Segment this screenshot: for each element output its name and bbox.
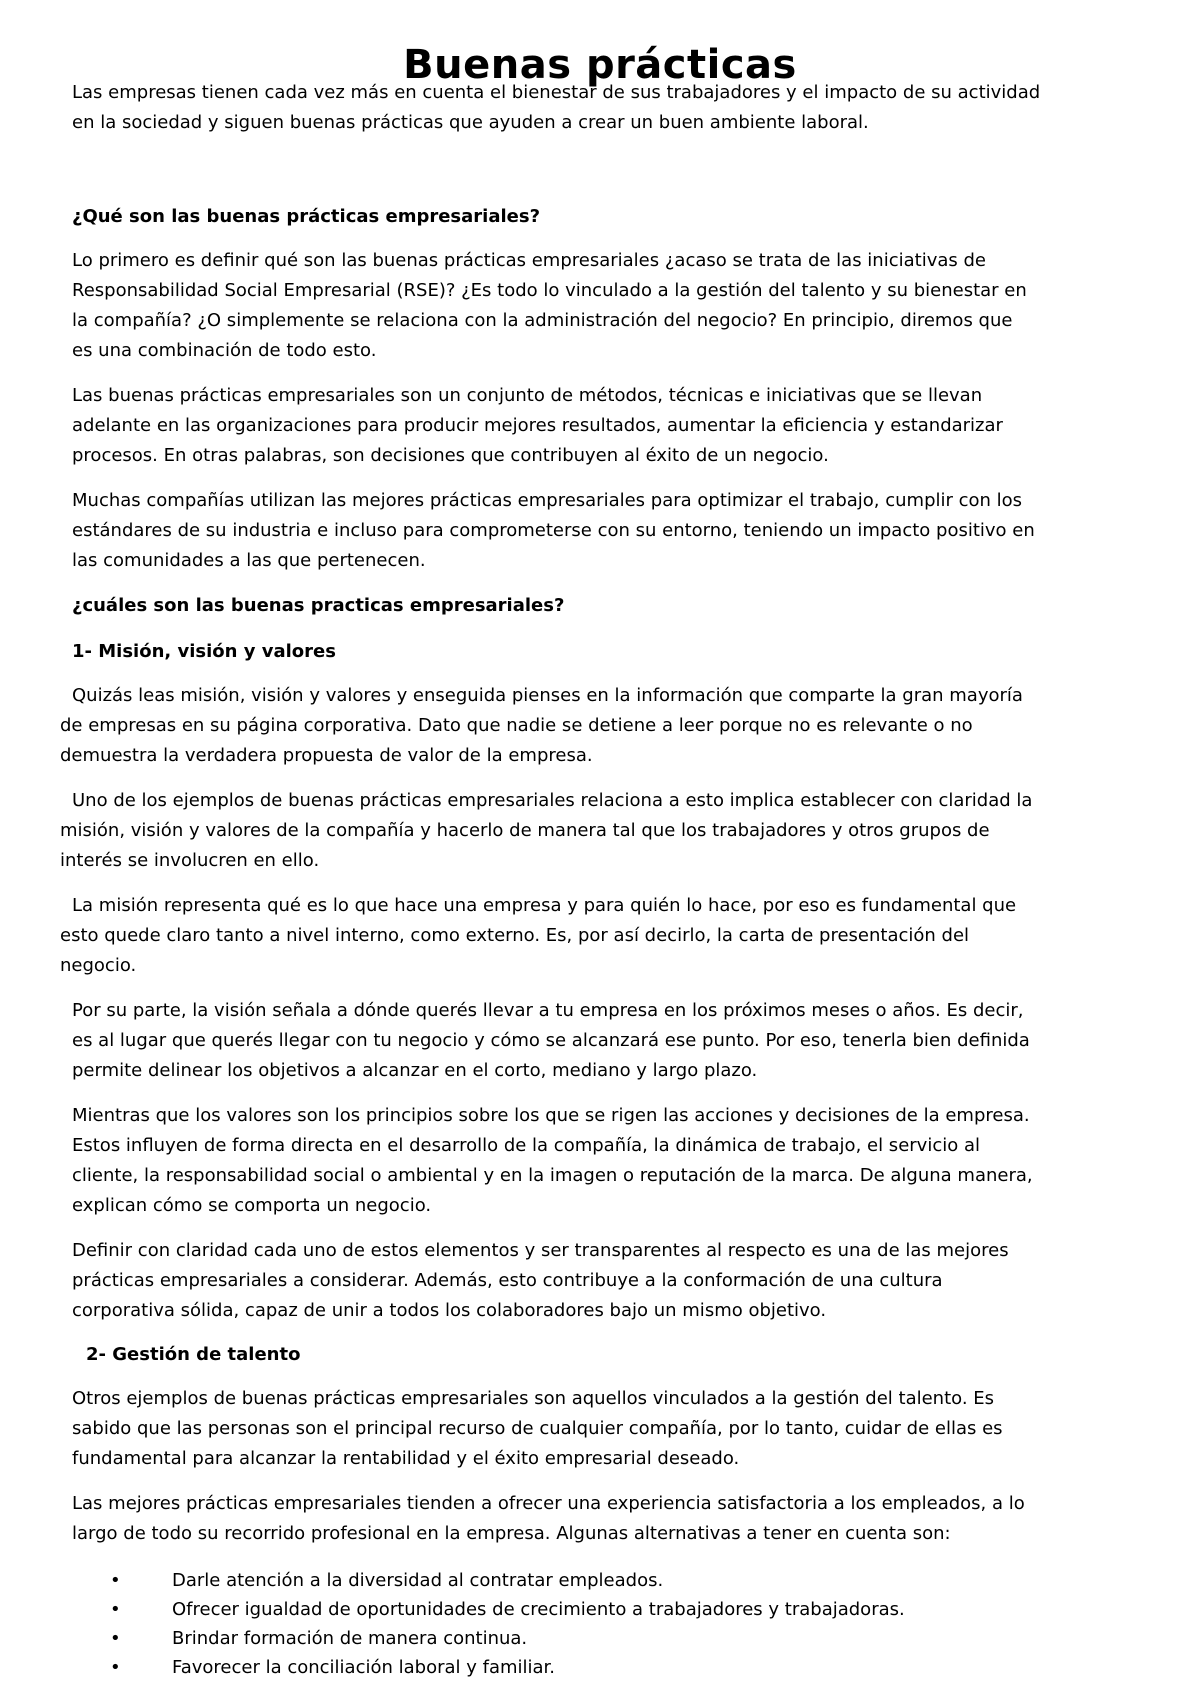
paragraph-definition xyxy=(72,246,1027,366)
text-line: fundamental para alcanzar la rentabilidad y el éxito empresarial deseado. xyxy=(72,1448,740,1469)
text-line: sabido que las personas son el principal recurso de cualquier compañía, por lo tanto, cuidar de ellas es xyxy=(72,1418,1003,1439)
text-line: Por su parte, la visión señala a dónde querés llevar a tu empresa en los próximos meses o años. Es decir, xyxy=(72,1000,1024,1021)
text-line: Las buenas prácticas empresariales son un conjunto de métodos, técnicas e iniciativas que se llevan xyxy=(72,385,983,406)
text-line: negocio. xyxy=(60,955,137,976)
text-line: Uno de los ejemplos de buenas prácticas empresariales relaciona a esto implica establecer con claridad la xyxy=(72,790,1033,811)
list-item xyxy=(0,1653,1200,1682)
paragraph-alternatives xyxy=(72,1489,1025,1549)
text-line: interés se involucren en ello. xyxy=(60,850,320,871)
text-line: corporativa sólida, capaz de unir a todos los colaboradores bajo un mismo objetivo. xyxy=(72,1300,827,1321)
section-question-what: ¿Qué son las buenas prácticas empresariales? xyxy=(72,206,541,227)
text-line: demuestra la verdadera propuesta de valor de la empresa. xyxy=(60,745,593,766)
section-heading-mission: 1- Misión, visión y valores xyxy=(72,641,336,662)
text-line: Muchas compañías utilizan las mejores prácticas empresariales para optimizar el trabajo, cumplir con los xyxy=(72,490,1023,511)
text-line: Las empresas tienen cada vez más en cuenta el bienestar de sus trabajadores y el impacto de su actividad xyxy=(72,82,1041,103)
intro-paragraph xyxy=(72,78,1040,138)
section-heading-talent: 2- Gestión de talento xyxy=(86,1344,301,1365)
text-line: prácticas empresariales a considerar. Además, esto contribuye a la conformación de una cultura xyxy=(72,1270,943,1291)
text-line: largo de todo su recorrido profesional en la empresa. Algunas alternativas a tener en cuenta son: xyxy=(72,1523,951,1544)
text-line: Mientras que los valores son los principios sobre los que se rigen las acciones y decisiones de la empresa. xyxy=(72,1105,1030,1126)
paragraph-mission-example xyxy=(60,786,1032,876)
text-line: Definir con claridad cada uno de estos elementos y ser transparentes al respecto es una de las mejores xyxy=(72,1240,1009,1261)
section-question-which: ¿cuáles son las buenas practicas empresariales? xyxy=(72,595,565,616)
paragraph-values xyxy=(72,1101,1033,1221)
text-line: cliente, la responsabilidad social o ambiental y en la imagen o reputación de la marca. De alguna manera, xyxy=(72,1165,1033,1186)
text-line: es una combinación de todo esto. xyxy=(72,340,377,361)
paragraph-talent xyxy=(72,1384,1003,1474)
text-line: las comunidades a las que pertenecen. xyxy=(72,550,426,571)
bullet-icon: • xyxy=(110,1599,121,1620)
list-item-text: Ofrecer igualdad de oportunidades de crecimiento a trabajadores y trabajadoras. xyxy=(172,1599,905,1620)
text-line: procesos. En otras palabras, son decisiones que contribuyen al éxito de un negocio. xyxy=(72,445,829,466)
paragraph-vision xyxy=(72,996,1030,1086)
bullet-icon: • xyxy=(110,1570,121,1591)
bullet-icon: • xyxy=(110,1657,121,1678)
paragraph-mission-definition xyxy=(60,891,1016,981)
text-line: permite delinear los objetivos a alcanzar en el corto, mediano y largo plazo. xyxy=(72,1060,758,1081)
text-line: de empresas en su página corporativa. Dato que nadie se detiene a leer porque no es relevante o no xyxy=(60,715,973,736)
list-item-text: Darle atención a la diversidad al contratar empleados. xyxy=(172,1570,664,1591)
list-item-text: Brindar formación de manera continua. xyxy=(172,1628,528,1649)
text-line: es al lugar que querés llegar con tu negocio y cómo se alcanzará ese punto. Por eso, tenerla bien definida xyxy=(72,1030,1030,1051)
list-item xyxy=(0,1624,1200,1653)
alternatives-list xyxy=(0,1566,1200,1682)
text-line: Otros ejemplos de buenas prácticas empresariales son aquellos vinculados a la gestión del talento. Es xyxy=(72,1388,995,1409)
paragraph-define-clarity xyxy=(72,1236,1009,1326)
paragraph-mission-intro xyxy=(60,681,1023,771)
paragraph-companies xyxy=(72,486,1035,576)
paragraph-methods xyxy=(72,381,1003,471)
text-line: explican cómo se comporta un negocio. xyxy=(72,1195,432,1216)
text-line: adelante en las organizaciones para producir mejores resultados, aumentar la eficiencia y estandarizar xyxy=(72,415,1003,436)
text-line: La misión representa qué es lo que hace una empresa y para quién lo hace, por eso es fundamental que xyxy=(72,895,1017,916)
text-line: esto quede claro tanto a nivel interno, como externo. Es, por así decirlo, la carta de presentación del xyxy=(60,925,970,946)
text-line: Lo primero es definir qué son las buenas prácticas empresariales ¿acaso se trata de las iniciativas de xyxy=(72,250,986,271)
text-line: estándares de su industria e incluso para comprometerse con su entorno, teniendo un impacto positivo en xyxy=(72,520,1035,541)
text-line: Las mejores prácticas empresariales tienden a ofrecer una experiencia satisfactoria a los empleados, a lo xyxy=(72,1493,1025,1514)
list-item xyxy=(0,1595,1200,1624)
list-item-text: Favorecer la conciliación laboral y familiar. xyxy=(172,1657,556,1678)
bullet-icon: • xyxy=(110,1628,121,1649)
text-line: misión, visión y valores de la compañía y hacerlo de manera tal que los trabajadores y otros grupos de xyxy=(60,820,990,841)
text-line: Responsabilidad Social Empresarial (RSE)? ¿Es todo lo vinculado a la gestión del talento y su bienestar en xyxy=(72,280,1027,301)
text-line: Quizás leas misión, visión y valores y enseguida pienses en la información que comparte la gran mayoría xyxy=(72,685,1023,706)
document-title: Buenas prácticas xyxy=(403,41,797,88)
text-line: en la sociedad y siguen buenas prácticas que ayuden a crear un buen ambiente laboral. xyxy=(72,112,869,133)
text-line: Estos influyen de forma directa en el desarrollo de la compañía, la dinámica de trabajo, el servicio al xyxy=(72,1135,980,1156)
list-item xyxy=(0,1566,1200,1595)
text-line: la compañía? ¿O simplemente se relaciona con la administración del negocio? En principio, diremos que xyxy=(72,310,1013,331)
